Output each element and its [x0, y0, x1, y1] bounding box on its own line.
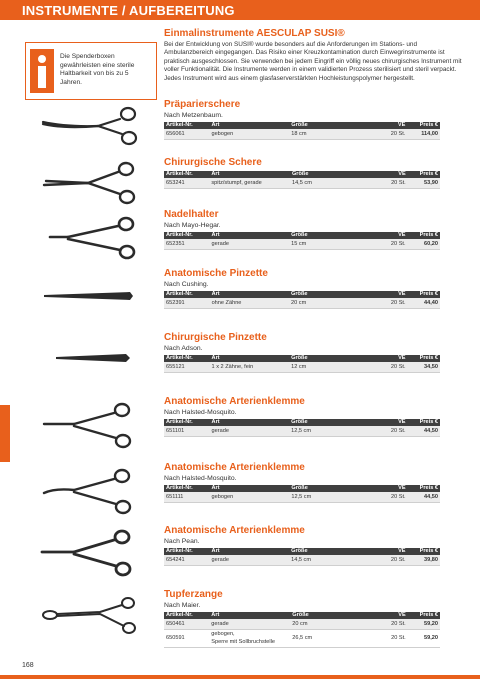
pean-clamp-image: [40, 528, 140, 578]
anatomical-forceps-image: [40, 284, 140, 308]
product-table: [164, 171, 440, 189]
cell-art-line1: gebogen,: [211, 631, 235, 637]
cell-art: ohne Zähne: [210, 298, 289, 309]
cell-preis: 44,50: [408, 492, 440, 503]
cell-ve: 20 St.: [378, 178, 408, 189]
table-header-row: [164, 291, 440, 298]
cell-art-line2: Sperre mit Sollbruchstelle: [211, 638, 276, 645]
cell-artikel-nr: 651101: [164, 426, 210, 437]
maier-sponge-forceps-image: [40, 596, 140, 636]
surgical-forceps-image: [40, 345, 140, 371]
cell-groesse: 15 cm: [289, 239, 377, 250]
section-subtitle: Nach Halsted-Mosquito.: [164, 475, 237, 482]
table-row: [164, 492, 440, 503]
cell-art: gebogen: [209, 492, 289, 503]
col-art: Art: [210, 291, 289, 298]
table-row: [164, 129, 440, 140]
section-title: Anatomische Arterienklemme: [164, 525, 305, 536]
col-ve: VE: [377, 122, 407, 129]
cell-artikel-nr: 652391: [164, 298, 210, 309]
needle-holder-image: [40, 215, 140, 261]
page-title: INSTRUMENTE / AUFBEREITUNG: [22, 3, 235, 18]
col-art: Art: [209, 485, 289, 492]
product-table: [164, 548, 440, 566]
table-row: [164, 298, 440, 309]
col-art: Art: [209, 612, 290, 619]
col-ve: VE: [378, 612, 408, 619]
product-section: [164, 99, 440, 140]
product-section: [164, 396, 440, 437]
section-subtitle: Nach Adson.: [164, 345, 203, 352]
cell-artikel-nr: 650461: [164, 619, 209, 630]
col-groesse: Größe: [290, 612, 378, 619]
table-row: [164, 362, 440, 373]
surgical-scissors-image: [40, 160, 140, 206]
info-text: Die Spenderboxen gewährleisten eine sterile Haltbarkeit von bis zu 5 Jahren.: [60, 53, 135, 86]
product-table: [164, 419, 440, 437]
table-row: [164, 178, 440, 189]
footer-bar: [0, 675, 480, 679]
section-subtitle: Nach Maier.: [164, 602, 201, 609]
info-box: [25, 42, 157, 100]
table-row: [164, 630, 440, 648]
section-title: Präparierschere: [164, 99, 241, 110]
cell-groesse: 12,5 cm: [289, 426, 377, 437]
cell-art: gerade: [210, 239, 290, 250]
product-section: [164, 268, 440, 309]
halsted-mosquito-curved-image: [40, 466, 140, 516]
col-groesse: Größe: [289, 485, 377, 492]
table-row: [164, 555, 440, 566]
col-preis: Preis €: [408, 232, 440, 239]
cell-artikel-nr: 655121: [164, 362, 210, 373]
col-art: Art: [209, 122, 289, 129]
cell-groesse: 12,5 cm: [289, 492, 377, 503]
cell-preis: 114,00: [407, 129, 440, 140]
col-ve: VE: [378, 419, 408, 426]
page-number: 168: [22, 662, 34, 669]
section-title: Anatomische Arterienklemme: [164, 462, 305, 473]
table-header-row: [164, 171, 440, 178]
col-art: Art: [210, 419, 290, 426]
table-row: [164, 426, 440, 437]
product-table: [164, 232, 440, 250]
section-subtitle: Nach Cushing.: [164, 281, 209, 288]
side-tab-marker: [0, 405, 10, 462]
product-table: [164, 355, 440, 373]
intro-title: Einmalinstrumente AESCULAP SUSI®: [164, 28, 345, 39]
product-table: [164, 291, 440, 309]
cell-artikel-nr: 654241: [164, 555, 210, 566]
col-art: Art: [210, 355, 290, 362]
product-table: [164, 612, 440, 648]
info-icon: [30, 49, 54, 93]
col-groesse: Größe: [289, 355, 377, 362]
cell-art: gerade: [209, 619, 290, 630]
col-art: Art: [209, 171, 290, 178]
section-title: Nadelhalter: [164, 209, 219, 220]
cell-ve: 20 St.: [378, 492, 408, 503]
cell-groesse: 20 cm: [290, 619, 378, 630]
col-ve: VE: [378, 485, 408, 492]
table-header-row: [164, 548, 440, 555]
section-title: Chirurgische Schere: [164, 157, 262, 168]
product-table: [164, 485, 440, 503]
table-header-row: [164, 485, 440, 492]
product-section: [164, 209, 440, 250]
cell-artikel-nr: 653241: [164, 178, 209, 189]
table-row: [164, 239, 440, 250]
col-preis: Preis €: [407, 122, 440, 129]
col-preis: Preis €: [408, 612, 440, 619]
col-artikel-nr: Artikel-Nr.: [164, 548, 210, 555]
col-artikel-nr: Artikel-Nr.: [164, 232, 210, 239]
cell-preis: 34,50: [408, 362, 440, 373]
col-artikel-nr: Artikel-Nr.: [164, 612, 209, 619]
col-preis: Preis €: [408, 485, 440, 492]
col-ve: VE: [378, 548, 408, 555]
header-bar: [0, 0, 480, 20]
cell-artikel-nr: 651111: [164, 492, 209, 503]
col-art: Art: [210, 232, 290, 239]
table-row: [164, 619, 440, 630]
col-artikel-nr: Artikel-Nr.: [164, 355, 210, 362]
col-ve: VE: [378, 291, 408, 298]
product-section: [164, 332, 440, 373]
cell-artikel-nr: 656061: [164, 129, 209, 140]
col-groesse: Größe: [290, 171, 378, 178]
col-groesse: Größe: [289, 419, 377, 426]
col-groesse: Größe: [289, 122, 377, 129]
cell-art: gebogen: [209, 129, 289, 140]
product-section: [164, 462, 440, 503]
cell-groesse: 20 cm: [289, 298, 378, 309]
table-header-row: [164, 122, 440, 129]
cell-preis: 53,90: [408, 178, 440, 189]
section-title: Tupferzange: [164, 589, 223, 600]
cell-groesse: 14,5 cm: [289, 555, 377, 566]
product-section: [164, 157, 440, 189]
table-header-row: [164, 232, 440, 239]
col-groesse: Größe: [289, 232, 377, 239]
col-artikel-nr: Artikel-Nr.: [164, 419, 210, 426]
col-artikel-nr: Artikel-Nr.: [164, 171, 209, 178]
table-header-row: [164, 612, 440, 619]
col-preis: Preis €: [408, 171, 440, 178]
table-header-row: [164, 419, 440, 426]
cell-preis: 60,20: [408, 239, 440, 250]
cell-art: spitz/stumpf, gerade: [209, 178, 290, 189]
section-title: Anatomische Arterienklemme: [164, 396, 305, 407]
col-ve: VE: [378, 355, 408, 362]
cell-art: 1 x 2 Zähne, fein: [210, 362, 290, 373]
cell-groesse: 14,5 cm: [290, 178, 378, 189]
halsted-mosquito-straight-image: [40, 400, 140, 450]
cell-ve: 20 St.: [378, 298, 408, 309]
cell-art: gerade: [210, 426, 290, 437]
product-section: [164, 589, 440, 648]
col-groesse: Größe: [289, 548, 377, 555]
section-title: Chirurgische Pinzette: [164, 332, 267, 343]
col-ve: VE: [378, 232, 408, 239]
cell-preis: 59,20: [408, 630, 440, 648]
cell-ve: 20 St.: [378, 239, 408, 250]
cell-ve: 20 St.: [377, 129, 407, 140]
col-artikel-nr: Artikel-Nr.: [164, 485, 209, 492]
cell-preis: 44,50: [408, 426, 440, 437]
col-ve: VE: [378, 171, 408, 178]
section-subtitle: Nach Mayo-Hegar.: [164, 222, 221, 229]
cell-groesse: 26,5 cm: [290, 630, 378, 648]
cell-art: [209, 630, 290, 648]
col-preis: Preis €: [408, 419, 440, 426]
cell-ve: 20 St.: [378, 555, 408, 566]
metzenbaum-scissors-image: [40, 104, 140, 150]
cell-preis: 44,40: [408, 298, 440, 309]
cell-ve: 20 St.: [378, 619, 408, 630]
cell-preis: 59,20: [408, 619, 440, 630]
col-groesse: Größe: [289, 291, 378, 298]
intro-block: [164, 28, 464, 83]
cell-ve: 20 St.: [378, 630, 408, 648]
col-preis: Preis €: [408, 355, 440, 362]
cell-ve: 20 St.: [378, 426, 408, 437]
cell-ve: 20 St.: [378, 362, 408, 373]
intro-text: Bei der Entwicklung von SUSI® wurde besonders auf die Anforderungen im Stations- und Ambulanzbereich eingegangen. Das Risiko einer Kreuzkontamination durch Einwegrinstrumente ist praktisch ausgeschlossen. Sie verwenden bei jedem Eingriff ein völlig neues chirurgisches Instrument mit voller Funktionalität. Die Instrumente werden in einem validierten Prozess sterilisiert und steril verpackt. Jedes Instrument wird aus einem glasfaserverstärkten Hochleistungspolymer hergestellt.: [164, 41, 462, 82]
table-header-row: [164, 355, 440, 362]
col-artikel-nr: Artikel-Nr.: [164, 291, 210, 298]
col-art: Art: [210, 548, 290, 555]
section-title: Anatomische Pinzette: [164, 268, 268, 279]
cell-preis: 39,80: [408, 555, 440, 566]
cell-artikel-nr: 650591: [164, 630, 209, 648]
cell-art: gerade: [210, 555, 290, 566]
cell-artikel-nr: 652351: [164, 239, 210, 250]
col-preis: Preis €: [408, 291, 440, 298]
product-table: [164, 122, 440, 140]
section-subtitle: Nach Pean.: [164, 538, 200, 545]
section-subtitle: Nach Halsted-Mosquito.: [164, 409, 237, 416]
cell-groesse: 18 cm: [289, 129, 377, 140]
cell-groesse: 12 cm: [289, 362, 377, 373]
col-preis: Preis €: [408, 548, 440, 555]
product-section: [164, 525, 440, 566]
section-subtitle: Nach Metzenbaum.: [164, 112, 223, 119]
col-artikel-nr: Artikel-Nr.: [164, 122, 209, 129]
